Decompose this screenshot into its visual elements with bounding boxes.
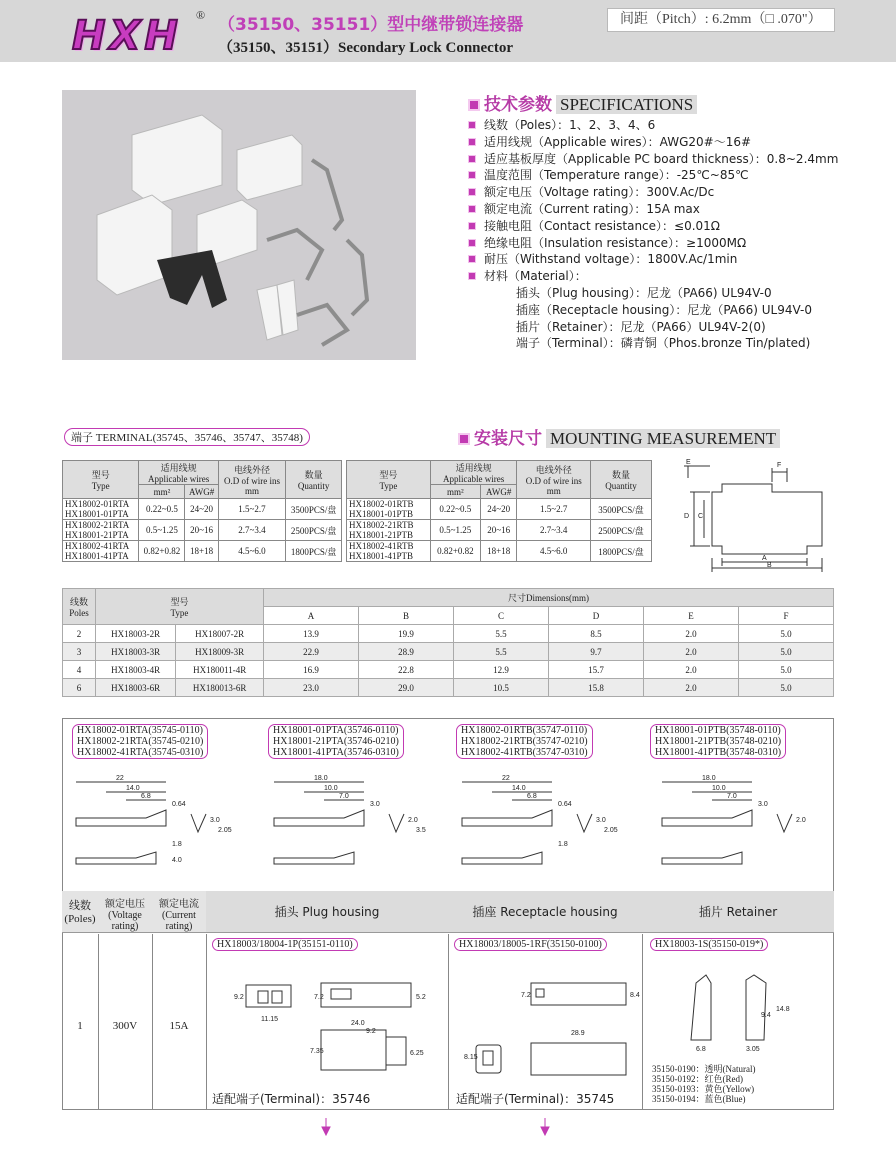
type-cell xyxy=(63,541,139,562)
bullet-icon xyxy=(468,205,476,213)
dim-cell: 5.5 xyxy=(454,625,549,643)
dim-cell: 9.7 xyxy=(549,643,644,661)
table-row xyxy=(63,520,342,541)
table-row xyxy=(63,625,834,643)
part-number: HX18002-01RTA(35745-0110) xyxy=(77,725,203,736)
terminal-label: 端子 TERMINAL(35745、35746、35747、35748) xyxy=(64,428,310,446)
spec-row xyxy=(468,235,838,252)
header-text: mm² xyxy=(447,486,464,497)
dims-head: 尺寸Dimensions(mm) xyxy=(264,589,834,607)
terminal-dim-g: 1.8 xyxy=(558,841,568,848)
type-text: HX18001-01PTB xyxy=(349,509,414,519)
table-header xyxy=(185,485,218,499)
header-text: AWG# xyxy=(486,486,512,497)
dim-cell: 2.0 xyxy=(644,679,739,697)
dim-f: F xyxy=(777,462,782,469)
receptacle-fit-terminal: 适配端子(Terminal)：35745 xyxy=(456,1092,615,1106)
terminal-dim-b: 14.0 xyxy=(126,785,140,792)
header-text: 型号 xyxy=(170,597,189,607)
cell-awg: 18+18 xyxy=(480,541,517,562)
type-text: HX18001-41PTB xyxy=(349,551,414,561)
poles-cell: 3 xyxy=(63,643,96,661)
header-text: mm xyxy=(546,486,561,496)
retainer-header: 插片 Retainer xyxy=(642,891,834,933)
cell-od: 4.5~6.0 xyxy=(517,541,591,562)
cell-od: 2.7~3.4 xyxy=(218,520,285,541)
header-text: 型号 xyxy=(91,470,110,480)
part-number: HX18001-41PTB(35748-0310) xyxy=(655,747,782,758)
dim-cell: 2.0 xyxy=(644,643,739,661)
housing-dim-a: 7.2 xyxy=(521,992,531,999)
terminal-dim-d: 3.0 xyxy=(758,801,768,808)
terminal-dim-f: 2.05 xyxy=(604,827,618,834)
spec-row xyxy=(468,167,838,184)
header-text: 适用线规 xyxy=(455,463,492,473)
terminal-dim-f: 2.05 xyxy=(218,827,232,834)
table-header xyxy=(139,485,185,499)
terminal-dim-e: 3.0 xyxy=(210,817,220,824)
type-cell xyxy=(63,499,139,520)
housing-dim-h: 6.25 xyxy=(410,1050,424,1057)
dim-cell: 5.0 xyxy=(739,643,834,661)
spec-text: 材料（Material）： xyxy=(484,269,587,284)
type-text: HX18001-21PTA xyxy=(65,530,129,540)
cell-mm2: 0.5~1.25 xyxy=(430,520,480,541)
bullet-icon xyxy=(468,138,476,146)
header-text: O.D of wire ins xyxy=(223,476,280,486)
spec-text: 额定电压（Voltage rating）：300V.Ac/Dc xyxy=(484,185,715,200)
header-text: Quantity xyxy=(605,481,637,491)
arrow-down-icon xyxy=(321,1118,331,1136)
spec-row xyxy=(468,134,838,151)
cell-awg: 24~20 xyxy=(480,499,517,520)
dim-cell: 5.0 xyxy=(739,625,834,643)
material-row: 端子（Terminal）：磷青铜（Phos.bronze Tin/plated) xyxy=(516,336,811,351)
dim-cell: 22.8 xyxy=(359,661,454,679)
dim-col-head: B xyxy=(359,607,454,625)
spec-text: 线数（Poles）：1、2、3、4、6 xyxy=(484,118,656,132)
housing-dim-a: 9.2 xyxy=(234,994,244,1001)
dim-cell: 12.9 xyxy=(454,661,549,679)
bullet-icon xyxy=(468,272,476,280)
cell-mm2: 0.82+0.82 xyxy=(139,541,185,562)
type-cell: HX18003-4R xyxy=(95,661,175,679)
dim-col-head: E xyxy=(644,607,739,625)
spec-heading xyxy=(468,90,697,115)
color-option: 35150-0192：红色(Red) xyxy=(652,1074,743,1084)
terminal-group-label xyxy=(268,724,404,759)
terminal-table-left xyxy=(62,460,342,562)
header-text: 数量 xyxy=(304,470,323,480)
part-number: HX18002-21RTA(35745-0210) xyxy=(77,736,204,747)
dim-e: E xyxy=(686,459,691,466)
bullet-icon xyxy=(468,99,480,111)
dim-cell: 15.7 xyxy=(549,661,644,679)
dim-c: C xyxy=(698,513,704,520)
table-header xyxy=(517,461,591,499)
dim-cell: 28.9 xyxy=(359,643,454,661)
spec-text: 适应基板厚度（Applicable PC board thickness）：0.8~2.4mm xyxy=(484,151,839,166)
header-text: Type xyxy=(170,608,189,618)
connector-illustration xyxy=(62,90,416,360)
spec-row xyxy=(468,117,838,134)
part-number: HX18002-21RTB(35747-0210) xyxy=(461,736,588,747)
bullet-icon xyxy=(458,433,470,445)
type-cell: HX18007-2R xyxy=(176,625,264,643)
spec-row xyxy=(468,201,838,218)
cur-en1: (Current xyxy=(162,910,196,921)
header-text: mm² xyxy=(153,486,171,497)
dim-d: D xyxy=(684,513,690,520)
dim-cell: 2.0 xyxy=(644,661,739,679)
spec-text: 温度范围（Temperature range）：-25℃~85℃ xyxy=(484,168,749,183)
cell-mm2: 0.5~1.25 xyxy=(139,520,185,541)
part-number: HX18001-21PTA(35746-0210) xyxy=(273,736,399,747)
current-header xyxy=(152,891,206,933)
table-header xyxy=(286,461,342,499)
table-header xyxy=(218,461,285,499)
dim-cell: 22.9 xyxy=(264,643,359,661)
terminal-dim-a: 18.0 xyxy=(702,775,716,782)
terminal-group-label xyxy=(650,724,786,759)
table-header xyxy=(139,461,218,485)
housing-dim-a: 14.8 xyxy=(776,1006,790,1013)
terminal-group-label xyxy=(456,724,593,759)
terminal-dim-c: 6.8 xyxy=(141,793,151,800)
volt-en2: rating) xyxy=(111,921,139,932)
cell-qty: 3500PCS/盘 xyxy=(591,499,652,520)
spec-row xyxy=(468,218,838,235)
terminal-dim-d: 0.64 xyxy=(172,801,186,808)
header-text: AWG# xyxy=(188,486,215,497)
cell-mm2: 0.22~0.5 xyxy=(139,499,185,520)
dim-cell: 8.5 xyxy=(549,625,644,643)
table-header xyxy=(591,461,652,499)
spec-text: 接触电阻（Contact resistance）：≤0.01Ω xyxy=(484,218,720,233)
housing-dim-b: 9.4 xyxy=(761,1012,771,1019)
terminal-dim-d: 0.64 xyxy=(558,801,572,808)
cell-awg: 24~20 xyxy=(185,499,218,520)
table-row xyxy=(63,661,834,679)
poles-cell: 2 xyxy=(63,625,96,643)
cell-od: 2.7~3.4 xyxy=(517,520,591,541)
material-row: 插片（Retainer）：尼龙（PA66）UL94V-2(0) xyxy=(516,319,766,334)
mount-title-cn: 安装尺寸 xyxy=(474,429,542,449)
terminal-dim-a: 18.0 xyxy=(314,775,328,782)
header-text: Applicable wires xyxy=(148,474,210,484)
dim-col-head: C xyxy=(454,607,549,625)
part-number: HX18001-41PTA(35746-0310) xyxy=(273,747,399,758)
housing-dim-b: 8.4 xyxy=(630,992,640,999)
header-text: Poles xyxy=(69,608,89,618)
dim-cell: 5.0 xyxy=(739,661,834,679)
cell-qty: 2500PCS/盘 xyxy=(591,520,652,541)
dim-cell: 2.0 xyxy=(644,625,739,643)
header-text: O.D of wire ins xyxy=(525,476,582,486)
poles-cell: 4 xyxy=(63,661,96,679)
bullet-icon xyxy=(468,171,476,179)
header-text: 数量 xyxy=(612,470,631,480)
plug-header: 插头 Plug housing xyxy=(206,891,448,933)
cur-cn: 额定电流 xyxy=(159,899,199,910)
poles-cell: 6 xyxy=(63,679,96,697)
housing-dim-e: 24.0 xyxy=(351,1020,365,1027)
dim-col-head: A xyxy=(264,607,359,625)
part-number: HX18001-01PTA(35746-0110) xyxy=(273,725,399,736)
poles-en: (Poles) xyxy=(64,913,96,925)
poles-header xyxy=(62,891,98,933)
registered-mark: ® xyxy=(196,8,206,22)
table-header xyxy=(347,461,431,499)
housing-dim-d: 8.15 xyxy=(464,1054,478,1061)
cell-qty: 1800PCS/盘 xyxy=(286,541,342,562)
color-option: 35150-0193：黄色(Yellow) xyxy=(652,1084,755,1094)
type-text: HX18002-41RTA xyxy=(65,541,130,551)
type-text: HX18002-01RTA xyxy=(65,499,130,509)
plug-fit-terminal: 适配端子(Terminal)：35746 xyxy=(212,1092,371,1106)
row-voltage: 300V xyxy=(112,1020,138,1032)
title-cn: （35150、35151）型中继带锁连接器 xyxy=(218,15,524,35)
volt-cn: 额定电压 xyxy=(105,899,145,910)
spec-text: 额定电流（Current rating）：15A max xyxy=(484,201,700,216)
part-number: HX18002-41RTA(35745-0310) xyxy=(77,747,204,758)
material-row: 插头（Plug housing）：尼龙（PA66) UL94V-0 xyxy=(516,285,772,300)
bullet-icon xyxy=(468,188,476,196)
receptacle-part-label: HX18003/18005-1RF(35150-0100) xyxy=(454,938,607,951)
spec-text: 绝缘电阻（Insulation resistance）：≥1000MΩ xyxy=(484,235,747,250)
poles-cn: 线数 xyxy=(69,900,91,912)
product-photo xyxy=(62,90,416,360)
title-en: （35150、35151）Secondary Lock Connector xyxy=(218,40,513,56)
mounting-drawing xyxy=(682,458,832,573)
cell-qty: 3500PCS/盘 xyxy=(286,499,342,520)
cell-qty: 1800PCS/盘 xyxy=(591,541,652,562)
housing-dim-f: 9.2 xyxy=(366,1028,376,1035)
dim-cell: 19.9 xyxy=(359,625,454,643)
material-row: 插座（Receptacle housing）：尼龙（PA66) UL94V-0 xyxy=(516,302,812,317)
spec-row xyxy=(468,268,838,285)
dim-cell: 10.5 xyxy=(454,679,549,697)
terminal-dim-c: 7.0 xyxy=(339,793,349,800)
dim-cell: 13.9 xyxy=(264,625,359,643)
header-text: 适用线规 xyxy=(160,463,197,473)
table-row xyxy=(347,520,652,541)
header-text: Quantity xyxy=(297,481,330,491)
table-header xyxy=(63,461,139,499)
part-number: HX18002-41RTB(35747-0310) xyxy=(461,747,588,758)
housing-dim-c: 28.9 xyxy=(571,1030,585,1037)
pitch-box: 间距（Pitch）: 6.2mm（□ .070"） xyxy=(607,8,835,32)
type-text: HX18002-01RTB xyxy=(349,499,414,509)
receptacle-header: 插座 Receptacle housing xyxy=(448,891,642,933)
type-cell: HX18003-2R xyxy=(95,625,175,643)
row-current: 15A xyxy=(169,1020,189,1032)
table-row xyxy=(347,541,652,562)
header-text: mm xyxy=(244,486,259,496)
color-option: 35150-0190：透明(Natural) xyxy=(652,1064,756,1074)
terminal-dim-e: 2.0 xyxy=(796,817,806,824)
spec-row xyxy=(468,184,838,201)
type-cell: HX18003-3R xyxy=(95,643,175,661)
dim-col-head: D xyxy=(549,607,644,625)
housing-dim-d: 11.15 xyxy=(261,1016,278,1023)
terminal-dim-b: 10.0 xyxy=(712,785,726,792)
cell-od: 1.5~2.7 xyxy=(218,499,285,520)
voltage-header xyxy=(98,891,152,933)
terminal-dim-c: 6.8 xyxy=(527,793,537,800)
type-text: HX18002-21RTB xyxy=(349,520,414,530)
terminal-dim-f: 3.5 xyxy=(416,827,426,834)
type-cell xyxy=(63,520,139,541)
header-text: Type xyxy=(91,481,110,491)
bullet-icon xyxy=(468,239,476,247)
table-row xyxy=(63,499,342,520)
terminal-dim-g: 1.8 xyxy=(172,841,182,848)
terminal-dim-a: 22 xyxy=(502,775,510,782)
type-cell: HX18009-3R xyxy=(176,643,264,661)
table-row xyxy=(63,679,834,697)
type-text: HX18002-41RTB xyxy=(349,541,414,551)
dim-b: B xyxy=(767,562,772,569)
dim-cell: 23.0 xyxy=(264,679,359,697)
header-text: Type xyxy=(379,481,398,491)
type-cell: HX180011-4R xyxy=(176,661,264,679)
type-cell xyxy=(347,499,431,520)
cell-awg: 20~16 xyxy=(185,520,218,541)
terminal-dim-h: 4.0 xyxy=(172,857,182,864)
terminal-dim-e: 3.0 xyxy=(596,817,606,824)
type-cell: HX180013-6R xyxy=(176,679,264,697)
retainer-color-list xyxy=(652,1064,755,1104)
cell-awg: 20~16 xyxy=(480,520,517,541)
spec-row xyxy=(468,251,838,268)
bullet-icon xyxy=(468,255,476,263)
terminal-dim-a: 22 xyxy=(116,775,124,782)
type-cell xyxy=(347,520,431,541)
type-head xyxy=(95,589,263,625)
spec-title-en: SPECIFICATIONS xyxy=(556,95,697,114)
spec-row xyxy=(468,151,838,168)
terminal-dim-e: 2.0 xyxy=(408,817,418,824)
housing-dim-d: 3.05 xyxy=(746,1046,760,1053)
color-option: 35150-0194：蓝色(Blue) xyxy=(652,1094,746,1104)
spec-text: 耐压（Withstand voltage）：1800V.Ac/1min xyxy=(484,252,738,267)
cell-awg: 18+18 xyxy=(185,541,218,562)
part-number: HX18002-01RTB(35747-0110) xyxy=(461,725,588,736)
bullet-icon xyxy=(468,121,476,129)
dim-a: A xyxy=(762,555,767,562)
terminal-dim-c: 7.0 xyxy=(727,793,737,800)
type-cell: HX18003-6R xyxy=(95,679,175,697)
header-text: 型号 xyxy=(379,470,398,480)
table-header xyxy=(430,461,517,485)
plug-part-label: HX18003/18004-1P(35151-0110) xyxy=(212,938,358,951)
terminal-drawings xyxy=(62,770,834,888)
housing-dim-c: 6.8 xyxy=(696,1046,706,1053)
dim-cell: 5.0 xyxy=(739,679,834,697)
mount-heading xyxy=(458,424,780,449)
cell-mm2: 0.82+0.82 xyxy=(430,541,480,562)
part-number: HX18001-21PTB(35748-0210) xyxy=(655,736,782,747)
housing-dim-c: 5.2 xyxy=(416,994,426,1001)
header-text: Applicable wires xyxy=(443,474,505,484)
terminal-dim-b: 14.0 xyxy=(512,785,526,792)
table-row xyxy=(63,643,834,661)
row-poles: 1 xyxy=(77,1020,83,1032)
dim-cell: 5.5 xyxy=(454,643,549,661)
arrow-down-icon xyxy=(540,1118,550,1136)
cell-od: 4.5~6.0 xyxy=(218,541,285,562)
bullet-icon xyxy=(468,222,476,230)
table-header xyxy=(480,485,517,499)
dim-cell: 16.9 xyxy=(264,661,359,679)
spec-text: 适用线规（Applicable wires）：AWG20#～16# xyxy=(484,134,752,149)
dim-cell: 15.8 xyxy=(549,679,644,697)
type-text: HX18002-21RTA xyxy=(65,520,130,530)
cell-qty: 2500PCS/盘 xyxy=(286,520,342,541)
cur-en2: rating) xyxy=(165,921,193,932)
terminal-dim-d: 3.0 xyxy=(370,801,380,808)
spec-title-cn: 技术参数 xyxy=(484,95,552,115)
housing-dim-g: 7.35 xyxy=(310,1048,324,1055)
table-row xyxy=(347,499,652,520)
terminal-table-right xyxy=(346,460,652,562)
table-header xyxy=(430,485,480,499)
dim-cell: 29.0 xyxy=(359,679,454,697)
brand-logo: HXH xyxy=(72,13,182,59)
cell-od: 1.5~2.7 xyxy=(517,499,591,520)
type-text: HX18001-41PTA xyxy=(65,551,129,561)
spec-list xyxy=(468,117,838,352)
volt-en1: (Voltage xyxy=(108,910,142,921)
header-text: 电线外径 xyxy=(233,465,270,475)
retainer-part-label: HX18003-1S(35150-019*) xyxy=(650,938,768,951)
header-text: 电线外径 xyxy=(535,465,572,475)
type-cell xyxy=(347,541,431,562)
type-text: HX18001-01PTA xyxy=(65,509,129,519)
part-number: HX18001-01PTB(35748-0110) xyxy=(655,725,781,736)
dimension-table xyxy=(62,588,834,697)
mount-title-en: MOUNTING MEASUREMENT xyxy=(546,429,780,448)
bullet-icon xyxy=(468,155,476,163)
terminal-dim-b: 10.0 xyxy=(324,785,338,792)
housing-dim-b: 7.2 xyxy=(314,994,324,1001)
cell-mm2: 0.22~0.5 xyxy=(430,499,480,520)
poles-head xyxy=(63,589,96,625)
type-text: HX18001-21PTB xyxy=(349,530,414,540)
table-row xyxy=(63,541,342,562)
header-text: 线数 xyxy=(69,597,88,607)
dim-col-head: F xyxy=(739,607,834,625)
terminal-group-label xyxy=(72,724,208,759)
